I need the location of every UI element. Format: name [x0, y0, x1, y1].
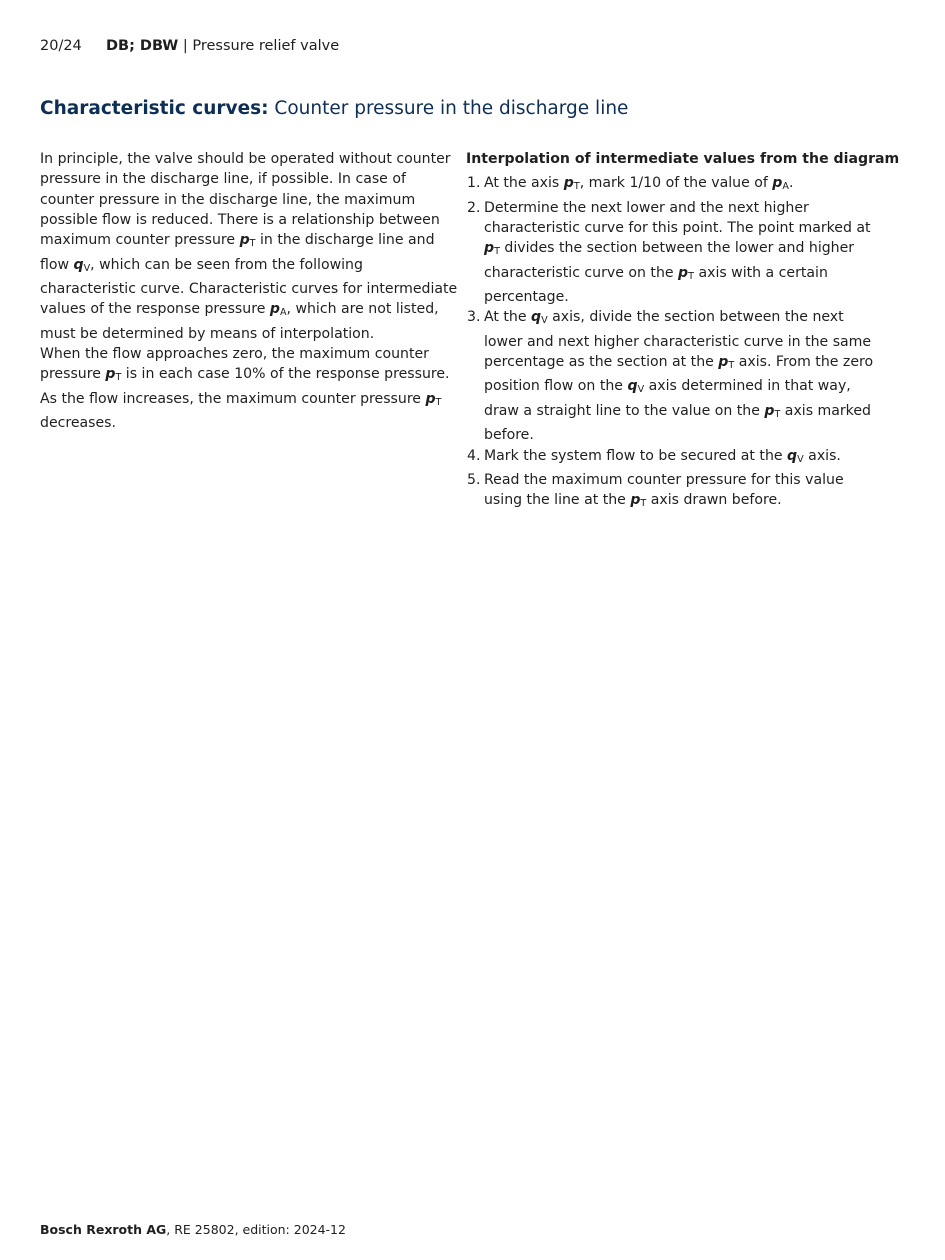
text-line — [484, 376, 876, 400]
text-segment: axis determined in that way, — [644, 378, 851, 395]
list-item — [466, 173, 876, 197]
section-title-bold: Characteristic curves: — [40, 98, 269, 119]
symbol-q-v: $q_V$ — [787, 447, 804, 465]
symbol-p-t: $p_T$ — [678, 264, 694, 282]
text-line — [484, 263, 876, 287]
text-line — [40, 299, 452, 323]
footer-company: Bosch Rexroth AG — [40, 1222, 167, 1237]
text-line: lower and next higher characteristic curve in the same — [484, 333, 872, 350]
text-segment: axis. From the zero — [734, 354, 874, 371]
symbol-p-t: $p_T$ — [718, 354, 735, 372]
interpolation-steps — [466, 173, 876, 514]
text-segment: , which can be seen from the following — [90, 256, 363, 273]
text-segment: percentage as the section at the — [484, 354, 719, 371]
text-line: In principle, the valve should be operated without counter — [40, 151, 451, 167]
text-segment: . — [788, 175, 794, 192]
text-line — [40, 364, 452, 388]
text-line: possible flow is reduced. There is a relationship between — [40, 211, 440, 228]
text-segment: axis drawn before. — [646, 492, 782, 509]
list-item — [466, 446, 876, 470]
footer-document-info: , RE 25802, edition: 2024-12 — [166, 1222, 346, 1237]
section-title — [40, 98, 628, 120]
list-item — [466, 470, 876, 515]
step-number: 3. — [467, 309, 481, 326]
step-number: 5. — [467, 471, 481, 488]
symbol-p-t: $p_T$ — [484, 240, 500, 258]
text-line: When the flow approaches zero, the maximum counter — [40, 345, 429, 362]
text-segment: axis with a certain — [693, 264, 828, 281]
step-number: 4. — [467, 447, 481, 464]
page-header — [40, 37, 339, 55]
text-segment: draw a straight line to the value on the — [484, 402, 765, 419]
text-line — [484, 307, 876, 331]
text-line: percentage. — [484, 289, 569, 306]
text-line — [484, 173, 876, 197]
text-segment: characteristic curve on the — [484, 264, 679, 281]
text-line — [40, 230, 452, 254]
text-line: Determine the next lower and the next higher — [484, 199, 809, 216]
text-line — [484, 352, 876, 376]
page-number: 20/24 — [40, 38, 82, 54]
step-number: 1. — [467, 175, 481, 192]
text-line — [484, 401, 876, 425]
text-segment: values of the response pressure — [40, 301, 270, 318]
intro-paragraph — [40, 149, 458, 433]
text-segment: flow — [40, 256, 74, 273]
text-line — [484, 490, 876, 514]
text-segment: axis, divide the section between the next — [547, 309, 844, 326]
text-line: decreases. — [40, 415, 116, 432]
text-line — [40, 389, 452, 413]
symbol-p-t: $p_T$ — [630, 492, 647, 510]
text-line: Read the maximum counter pressure for this value — [484, 471, 844, 488]
text-segment: As the flow increases, the maximum counter pressure — [40, 390, 426, 407]
interpolation-section — [466, 149, 900, 515]
symbol-p-t: $p_T$ — [563, 175, 580, 193]
text-segment: position flow on the — [484, 378, 628, 395]
list-item — [466, 307, 876, 445]
text-line — [40, 255, 452, 279]
section-title-rest: Counter pressure in the discharge line — [268, 98, 629, 119]
text-segment: , mark 1/10 of the value of — [579, 175, 773, 192]
text-segment: Mark the system flow to be secured at the — [484, 447, 788, 464]
list-item — [466, 198, 876, 308]
header-separator: | — [178, 38, 193, 54]
symbol-p-t: $p_T$ — [764, 402, 781, 420]
text-segment: divides the section between the lower and higher — [499, 240, 855, 257]
text-segment: is in each case 10% of the response pressure. — [121, 366, 450, 383]
text-segment: , which are not listed, — [286, 301, 439, 318]
text-line — [484, 238, 876, 262]
text-line: characteristic curve for this point. The point marked at — [484, 219, 871, 236]
text-segment: using the line at the — [484, 492, 631, 509]
symbol-q-v: $q_V$ — [627, 378, 645, 396]
symbol-p-t: $p_T$ — [239, 232, 256, 250]
text-segment: At the — [484, 309, 532, 326]
product-name: DB; DBW — [106, 38, 179, 54]
symbol-q-v: $q_V$ — [73, 256, 91, 274]
text-line: counter pressure in the discharge line, the maximum — [40, 191, 416, 208]
symbol-q-v: $q_V$ — [531, 309, 548, 327]
text-line: must be determined by means of interpolation. — [40, 325, 375, 342]
text-segment: axis. — [803, 447, 841, 464]
text-segment: maximum counter pressure — [40, 232, 240, 249]
text-line: pressure in the discharge line, if possible. In case of — [40, 171, 406, 188]
text-segment: axis marked — [780, 402, 871, 419]
symbol-p-t: $p_T$ — [105, 366, 122, 384]
symbol-p-t: $p_T$ — [425, 390, 442, 408]
symbol-p-a: $p_A$ — [269, 301, 287, 319]
interpolation-heading: Interpolation of intermediate values from the diagram — [466, 151, 900, 167]
symbol-p-a: $p_A$ — [772, 175, 789, 193]
text-segment: pressure — [40, 366, 106, 383]
text-line: before. — [484, 427, 534, 444]
step-number: 2. — [467, 199, 481, 216]
text-line: characteristic curve. Characteristic curves for intermediate — [40, 280, 458, 297]
page-footer — [40, 1222, 346, 1238]
text-segment: in the discharge line and — [255, 232, 435, 249]
text-segment: At the axis — [484, 175, 564, 192]
document-subtitle: Pressure relief valve — [192, 38, 340, 54]
text-line — [484, 446, 876, 470]
